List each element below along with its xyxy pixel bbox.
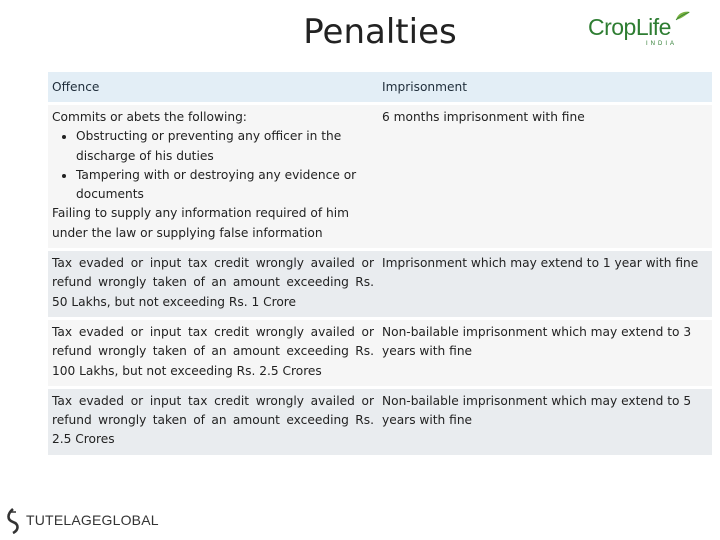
table-row bbox=[48, 387, 712, 454]
footer-brand-text: TUTELAGEGLOBAL bbox=[26, 512, 159, 528]
leaf-icon bbox=[674, 10, 692, 22]
table-row bbox=[48, 318, 712, 387]
offence-cell: Tax evaded or input tax credit wrongly availed or refund wrongly taken of an amount exceeding Rs. 50 Lakhs, but not exceeding Rs. 1 Crore bbox=[48, 250, 378, 319]
logo-brand-text: CropLife bbox=[588, 14, 671, 40]
list-item: • Tampering with or destroying any evidence or documents bbox=[76, 166, 374, 205]
offence-intro: Commits or abets the following: bbox=[52, 110, 247, 124]
column-header-imprisonment: Imprisonment bbox=[378, 72, 712, 104]
tutelage-global-logo bbox=[4, 508, 164, 534]
column-header-offence: Offence bbox=[48, 72, 378, 104]
offence-bullet-list bbox=[52, 127, 374, 204]
table-row bbox=[48, 250, 712, 319]
tutelage-emblem-icon bbox=[4, 508, 22, 534]
table-row bbox=[48, 104, 712, 250]
penalties-table bbox=[48, 72, 712, 455]
page-title: Penalties bbox=[303, 12, 457, 52]
table-header-row bbox=[48, 72, 712, 104]
offence-cell bbox=[48, 104, 378, 250]
imprisonment-cell: Non-bailable imprisonment which may extend to 5 years with fine bbox=[378, 387, 712, 454]
croplife-logo bbox=[588, 10, 714, 54]
logo-sub-text: INDIA bbox=[646, 41, 678, 47]
imprisonment-cell: Imprisonment which may extend to 1 year with fine bbox=[378, 250, 712, 319]
list-item: • Obstructing or preventing any officer in the discharge of his duties bbox=[76, 127, 374, 166]
imprisonment-cell: 6 months imprisonment with fine bbox=[378, 104, 712, 250]
imprisonment-cell: Non-bailable imprisonment which may extend to 3 years with fine bbox=[378, 318, 712, 387]
offence-cell: Tax evaded or input tax credit wrongly availed or refund wrongly taken of an amount exceeding Rs. 100 Lakhs, but not exceeding Rs. 2.5 Crores bbox=[48, 318, 378, 387]
offence-cell: Tax evaded or input tax credit wrongly availed or refund wrongly taken of an amount exceeding Rs. 2.5 Crores bbox=[48, 387, 378, 454]
offence-more: Failing to supply any information required of him under the law or supplying false information bbox=[52, 206, 350, 240]
